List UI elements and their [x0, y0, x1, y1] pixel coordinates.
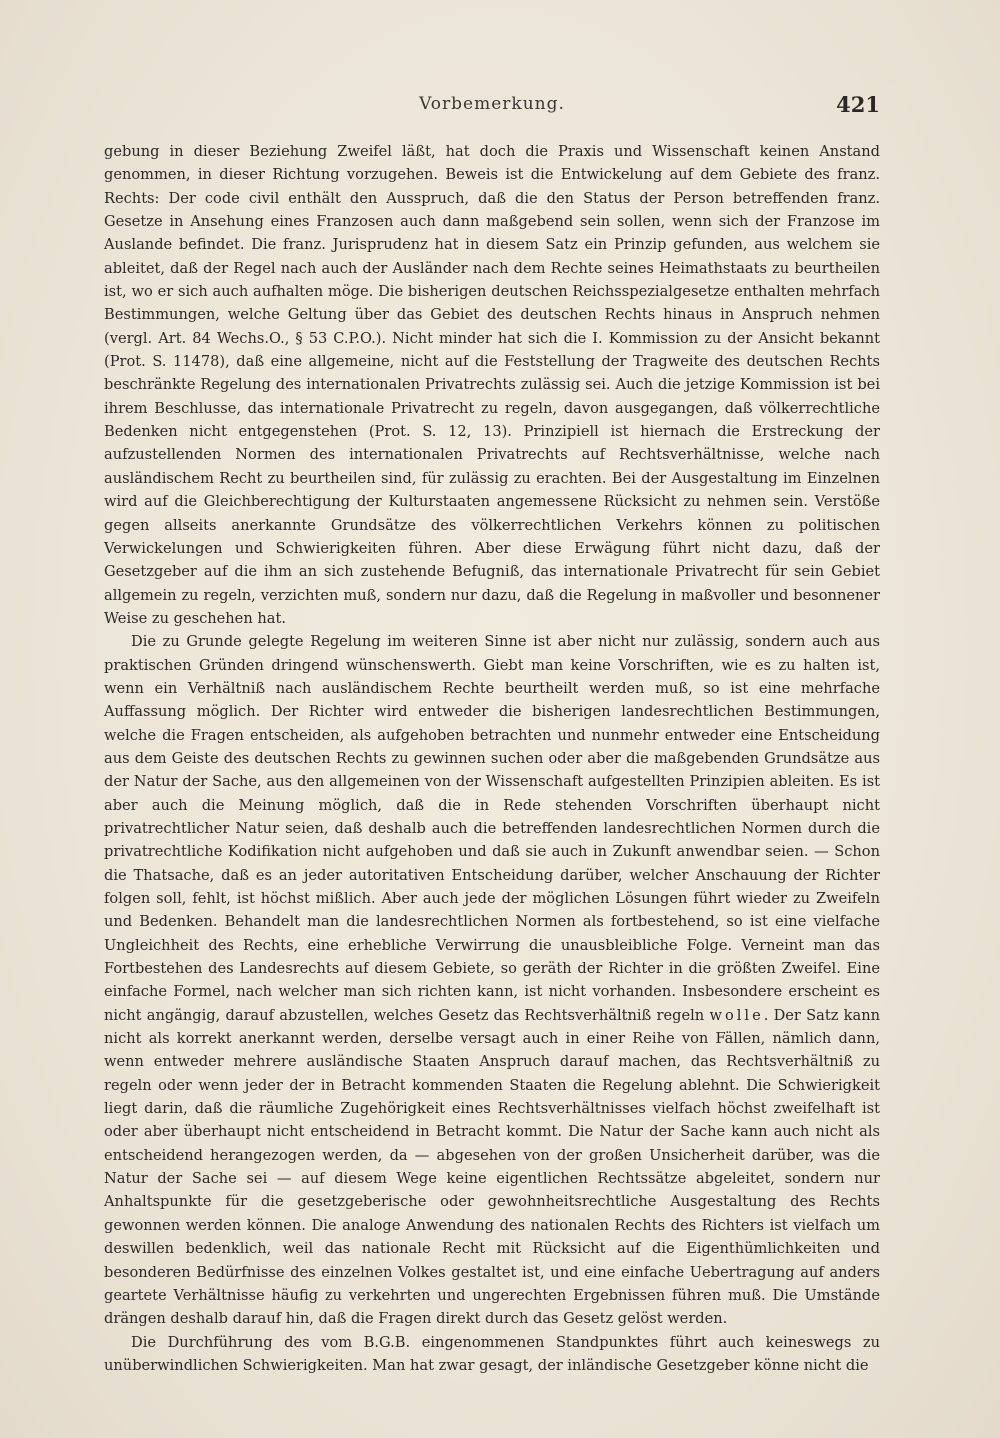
paragraph-2 — [104, 630, 880, 1330]
page-number: 421 — [836, 92, 880, 117]
paragraph-1: gebung in dieser Beziehung Zweifel läßt, hat doch die Praxis und Wissenschaft keinen Anstand genommen, in dieser Richtung vorzugehen. Beweis ist die Entwickelung auf dem Gebiete des franz. Rechts: Der code civil enthält den Ausspruch, daß die den Status der Person betreffenden franz. Gesetze in Ansehung eines Franzosen auch dann maßgebend sein sollen, wenn sich der Franzose im Auslande befindet. Die franz. Jurisprudenz hat in diesem Satz ein Prinzip gefunden, aus welchem sie ableitet, daß der Regel nach auch der Ausländer nach dem Rechte seines Heimathstaats zu beurtheilen ist, wo er sich auch aufhalten möge. Die bisherigen deutschen Reichsspezialgesetze enthalten mehrfach Bestimmungen, welche Geltung über das Gebiet des deutschen Rechts hinaus in Anspruch nehmen (vergl. Art. 84 Wechs.O., § 53 C.P.O.). Nicht minder hat sich die I. Kommission zu der Ansicht bekannt (Prot. S. 11478), daß eine allgemeine, nicht auf die Feststellung der Tragweite des deutschen Rechts beschränkte Regelung des internationalen Privatrechts zulässig sei. Auch die jetzige Kommission ist bei ihrem Beschlusse, das internationale Privatrecht zu regeln, davon ausgegangen, daß völkerrechtliche Bedenken nicht entgegenstehen (Prot. S. 12, 13). Prinzipiell ist hiernach die Erstreckung der aufzustellenden Normen des internationalen Privatrechts auf Rechtsverhältnisse, welche nach ausländischem Recht zu beurtheilen sind, für zulässig zu erachten. Bei der Ausgestaltung im Einzelnen wird auf die Gleichberechtigung der Kulturstaaten angemessene Rücksicht zu nehmen sein. Verstöße gegen allseits anerkannte Grundsätze des völkerrechtlichen Verkehrs können zu politischen Verwickelungen und Schwierigkeiten führen. Aber diese Erwägung führt nicht dazu, daß der Gesetzgeber auf die ihm an sich zustehende Befugniß, das internationale Privatrecht für sein Gebiet allgemein zu regeln, verzichten muß, sondern nur dazu, daß die Regelung in maßvoller und besonnener Weise zu geschehen hat. — [104, 143, 880, 627]
paragraph-2-text-before: Die zu Grunde gelegte Regelung im weiteren Sinne ist aber nicht nur zulässig, sondern auch aus praktischen Gründen dringend wünschenswerth. Giebt man keine Vorschriften, wie es zu halten ist, wenn ein Verhältniß nach ausländischem Rechte beurtheilt werden muß, so ist eine mehrfache Auffassung möglich. Der Richter wird entweder die bisherigen landesrechtlichen Bestimmungen, welche die Fragen entscheiden, als aufgehoben betrachten und nunmehr entweder eine Entscheidung aus dem Geiste des deutschen Rechts zu gewinnen suchen oder aber die maßgebenden Grundsätze aus der Natur der Sache, aus den allgemeinen von der Wissenschaft aufgestellten Prinzipien ableiten. Es ist aber auch die Meinung möglich, daß die in Rede stehenden Vorschriften überhaupt nicht privatrechtlicher Natur seien, daß deshalb auch die betreffenden landesrechtlichen Normen durch die privatrechtliche Kodifikation nicht aufgehoben und daß sie auch in Zukunft anwendbar seien. — Schon die Thatsache, daß es an jeder autoritativen Entscheidung darüber, welcher Anschauung der Richter folgen soll, fehlt, ist höchst mißlich. Aber auch jede der möglichen Lösungen führt wieder zu Zweifeln und Bedenken. Behandelt man die landesrechtlichen Normen als fortbestehend, so ist eine vielfache Ungleichheit des Rechts, eine erhebliche Verwirrung die unausbleibliche Folge. Verneint man das Fortbestehen des Landesrechts auf diesem Gebiete, so geräth der Richter in die größten Zweifel. Eine einfache Formel, nach welcher man sich richten kann, ist nicht vorhanden. Insbesondere erscheint es nicht angängig, darauf abzustellen, welches Gesetz das Rechtsverhältniß regeln — [104, 633, 880, 1024]
page-header — [104, 92, 880, 124]
running-head: Vorbemerkung. — [419, 94, 565, 114]
body-text — [104, 140, 880, 1377]
paragraph-2-text-after: . Der Satz kann nicht als korrekt anerkannt werden, derselbe versagt auch in einer Reihe von Fällen, nämlich dann, wenn entweder mehrere ausländische Staaten Anspruch darauf machen, das Rechtsverhältniß zu regeln oder wenn jeder der in Betracht kommenden Staaten die Regelung ablehnt. Die Schwierigkeit liegt darin, daß die räumliche Zugehörigkeit eines Rechtsverhältnisses vielfach höchst zweifelhaft ist oder aber überhaupt nicht entscheidend in Betracht kommt. Die Natur der Sache kann auch nicht als entscheidend herangezogen werden, da — abgesehen von der großen Unsicherheit darüber, was die Natur der Sache sei — auf diesem Wege keine eigentlichen Rechtssätze abgeleitet, sondern nur Anhaltspunkte für die gesetzgeberische oder gewohnheitsrechtliche Ausgestaltung des Rechts gewonnen werden können. Die analoge Anwendung des nationalen Rechts des Richters ist vielfach um deswillen bedenklich, weil das nationale Recht mit Rücksicht auf die Eigenthümlichkeiten und besonderen Bedürfnisse des einzelnen Volkes gestaltet ist, und eine einfache Uebertragung auf anders geartete Verhältnisse häufig zu verkehrten und ungerechten Ergebnissen führen muß. Die Umstände drängen deshalb darauf hin, daß die Fragen direkt durch das Gesetz gelöst werden. — [104, 1006, 880, 1328]
spaced-emphasis: wolle — [709, 1006, 764, 1024]
paragraph-3: Die Durchführung des vom B.G.B. eingenommenen Standpunktes führt auch keineswegs zu unüberwindlichen Schwierigkeiten. Man hat zwar gesagt, der inländische Gesetzgeber könne nicht die — [104, 1333, 880, 1374]
